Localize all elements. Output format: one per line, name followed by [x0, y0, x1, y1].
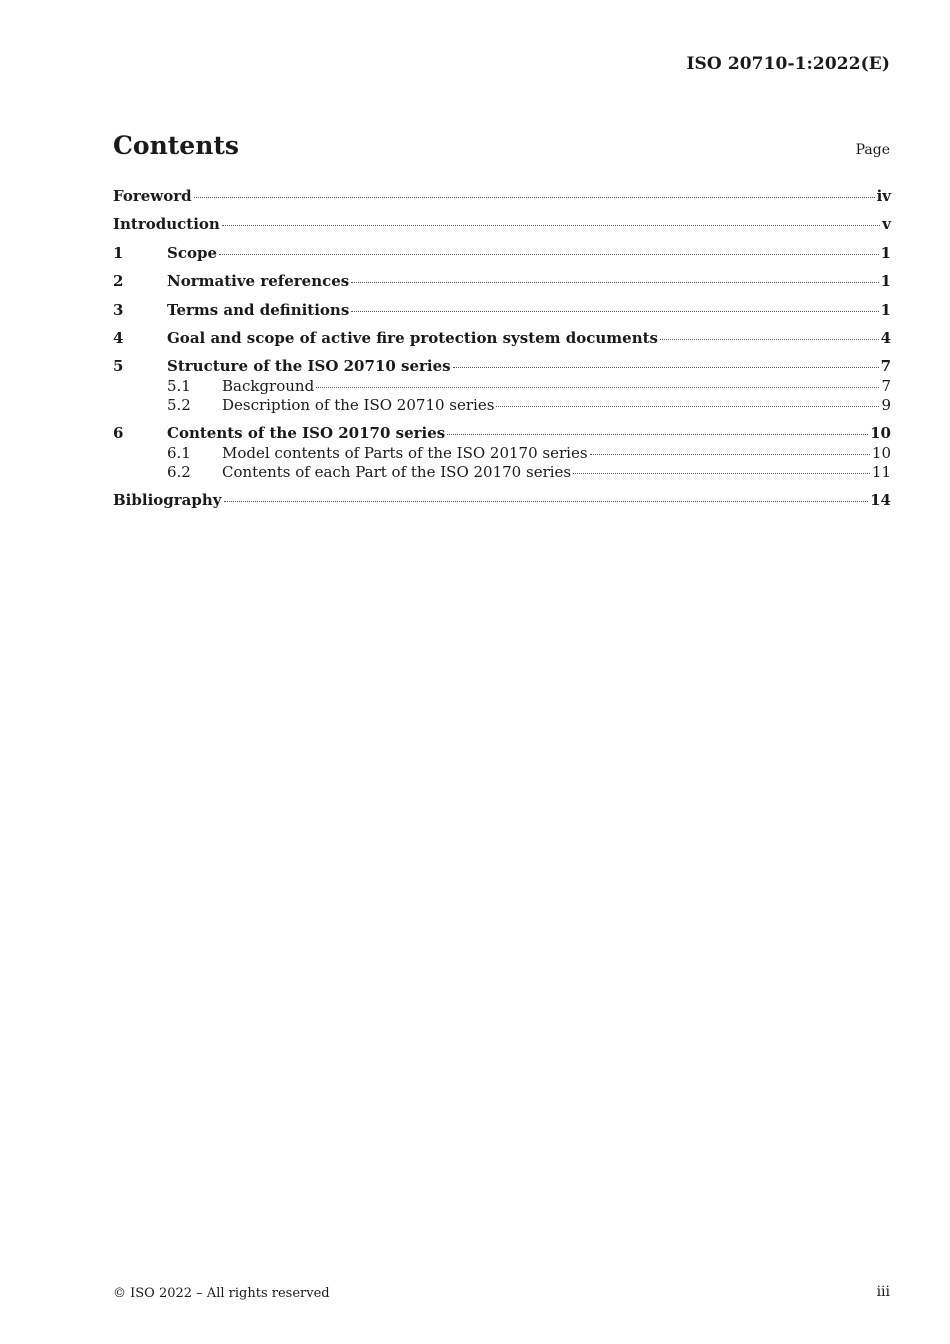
toc-entry-introduction[interactable] — [113, 214, 891, 234]
toc-leader — [660, 339, 879, 340]
toc-entry-page: 1 — [880, 244, 891, 262]
toc-entry-foreword[interactable] — [113, 186, 891, 206]
contents-title: Contents — [113, 131, 240, 160]
page-column-label: Page — [855, 142, 890, 158]
toc-leader — [351, 282, 878, 283]
toc-leader — [222, 225, 880, 226]
toc-entry-number: 5.1 — [167, 377, 191, 395]
toc-entry-page: 9 — [881, 396, 891, 414]
toc-entry-page: 10 — [870, 424, 891, 442]
toc-leader — [453, 367, 879, 368]
toc-entry-page: 1 — [880, 301, 891, 319]
toc-entry-bibliography[interactable] — [113, 490, 891, 510]
toc-entry-title: Normative references — [167, 272, 350, 290]
toc-entry-page: 7 — [880, 357, 891, 375]
toc-entry-number: 3 — [113, 301, 124, 319]
toc-entry-contents-of-each-part[interactable] — [113, 462, 891, 482]
toc-entry-number: 6.2 — [167, 463, 191, 481]
toc-entry-page: 1 — [880, 272, 891, 290]
toc-entry-structure[interactable] — [113, 356, 891, 376]
toc-entry-background[interactable] — [113, 376, 891, 396]
footer-page-number: iii — [876, 1284, 890, 1300]
document-id: ISO 20710-1:2022(E) — [686, 54, 890, 74]
toc-entry-page: 11 — [871, 463, 891, 481]
toc-leader — [351, 311, 878, 312]
toc-entry-title: Structure of the ISO 20710 series — [167, 357, 451, 375]
toc-entry-page: v — [882, 215, 891, 233]
toc-entry-title: Terms and definitions — [167, 301, 350, 319]
toc-leader — [496, 406, 879, 407]
toc-entry-number: 5.2 — [167, 396, 191, 414]
toc-entry-title: Goal and scope of active fire protection system documents — [167, 329, 659, 347]
toc-entry-number: 2 — [113, 272, 124, 290]
toc-leader — [590, 454, 870, 455]
toc-entry-number: 4 — [113, 329, 124, 347]
toc-entry-page: 7 — [881, 377, 891, 395]
toc-entry-page: 10 — [871, 444, 891, 462]
toc-leader — [224, 501, 869, 502]
toc-leader — [316, 387, 879, 388]
toc-entry-page: 14 — [870, 491, 891, 509]
toc-entry-number: 1 — [113, 244, 124, 262]
toc-leader — [573, 473, 870, 474]
toc-entry-terms-and-definitions[interactable] — [113, 300, 891, 320]
toc-entry-page: 4 — [880, 329, 891, 347]
toc-entry-description[interactable] — [113, 395, 891, 415]
toc-entry-title: Introduction — [113, 215, 220, 233]
toc-leader — [447, 434, 868, 435]
toc-entry-page: iv — [876, 187, 891, 205]
toc-entry-title: Bibliography — [113, 491, 222, 509]
toc-entry-normative-references[interactable] — [113, 271, 891, 291]
toc-leader — [219, 254, 879, 255]
toc-entry-title: Model contents of Parts of the ISO 20170 series — [222, 444, 588, 462]
toc-entry-model-contents[interactable] — [113, 443, 891, 463]
toc-entry-scope[interactable] — [113, 243, 891, 263]
toc-entry-number: 6.1 — [167, 444, 191, 462]
toc-entry-title: Foreword — [113, 187, 192, 205]
footer-copyright: © ISO 2022 – All rights reserved — [113, 1286, 330, 1301]
toc-entry-title: Contents of the ISO 20170 series — [167, 424, 446, 442]
toc-entry-goal-and-scope[interactable] — [113, 328, 891, 348]
toc-entry-title: Description of the ISO 20710 series — [222, 396, 495, 414]
toc-entry-contents-of-series[interactable] — [113, 423, 891, 443]
toc-entry-title: Scope — [167, 244, 218, 262]
toc-entry-title: Contents of each Part of the ISO 20170 series — [222, 463, 572, 481]
toc-entry-number: 5 — [113, 357, 124, 375]
toc-entry-title: Background — [222, 377, 315, 395]
toc-leader — [194, 197, 875, 198]
toc-entry-number: 6 — [113, 424, 124, 442]
